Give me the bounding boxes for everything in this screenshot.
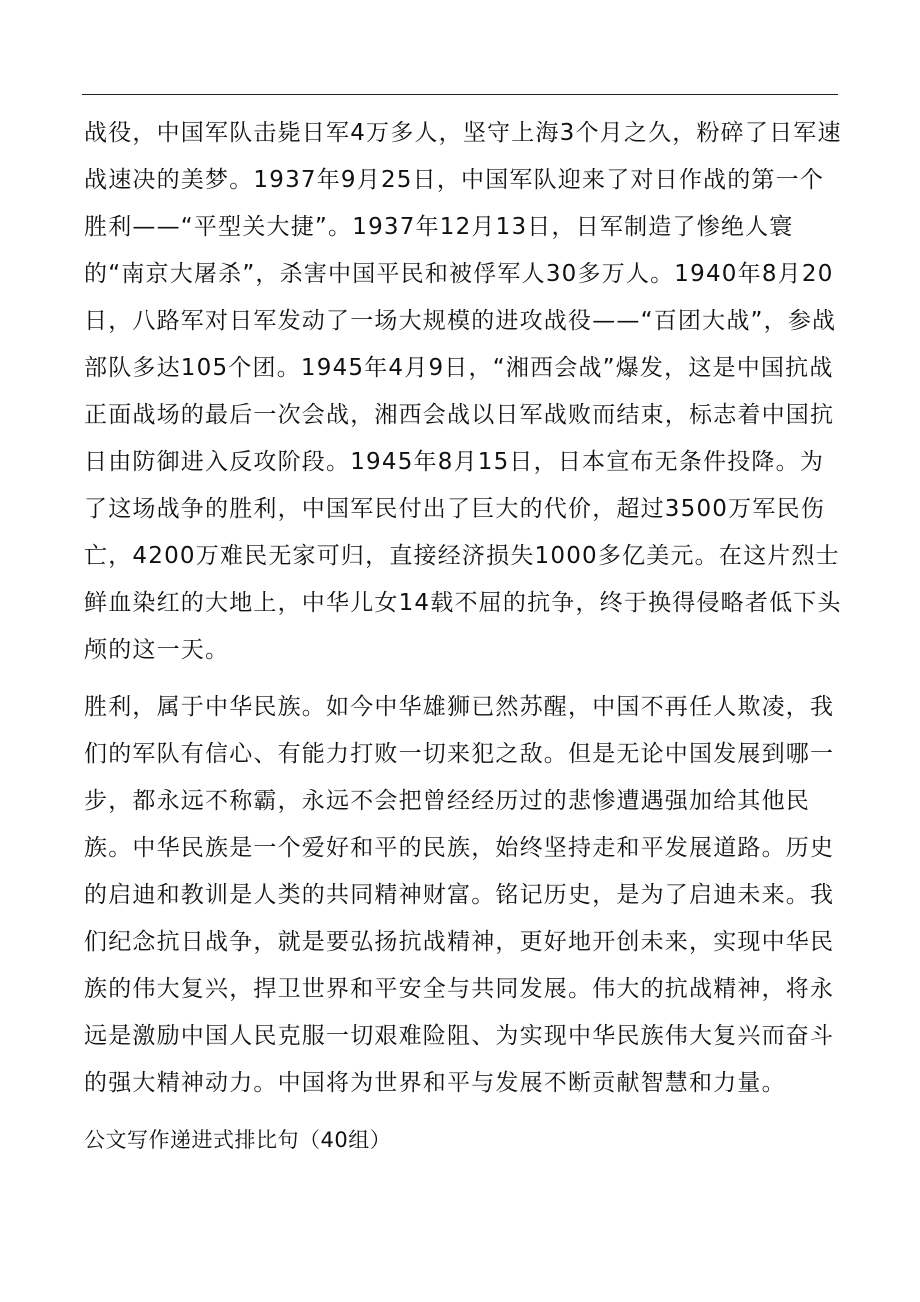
paragraph-victory-peace: 胜利，属于中华民族。如今中华雄狮已然苏醒，中国不再任人欺凌，我们的军队有信心、有能力打败一切来犯之敌。但是无论中国发展到哪一步，都永远不称霸，永远不会把曾经经历过的悲惨遭遇强加给其他民族。中华民族是一个爱好和平的民族，始终坚持走和平发展道路。历史的启迪和教训是人类的共同精神财富。铭记历史，是为了启迪未来。我们纪念抗日战争，就是要弘扬抗战精神，更好地开创未来，实现中华民族的伟大复兴，捍卫世界和平安全与共同发展。伟大的抗战精神，将永远是激励中国人民克服一切艰难险阻、为实现中华民族伟大复兴而奋斗的强大精神动力。中国将为世界和平与发展不断贡献智慧和力量。 [84, 694, 835, 1096]
paragraph-war-history: 战役，中国军队击毙日军4万多人，坚守上海3个月之久，粉碎了日军速战速决的美梦。1937年9月25日，中国军队迎来了对日作战的第一个胜利——“平型关大捷”。1937年12月13日，日军制造了惨绝人寰的“南京大屠杀”，杀害中国平民和被俘军人30多万人。1940年8月20日，八路军对日军发动了一场大规模的进攻战役——“百团大战”，参战部队多达105个团。1945年4月9日，“湘西会战”爆发，这是中国抗战正面战场的最后一次会战，湘西会战以日军战败而结束，标志着中国抗日由防御进入反攻阶段。1945年8月15日，日本宣布无条件投降。为了这场战争的胜利，中国军民付出了巨大的代价，超过3500万军民伤亡，4200万难民无家可归，直接经济损失1000多亿美元。在这片烈士鲜血染红的大地上，中华儿女14载不屈的抗争，终于换得侵略者低下头颅的这一天。 [84, 120, 842, 663]
header-rule [82, 94, 838, 95]
document-body [84, 110, 844, 1161]
section-heading: 公文写作递进式排比句（40组） [84, 1128, 392, 1152]
